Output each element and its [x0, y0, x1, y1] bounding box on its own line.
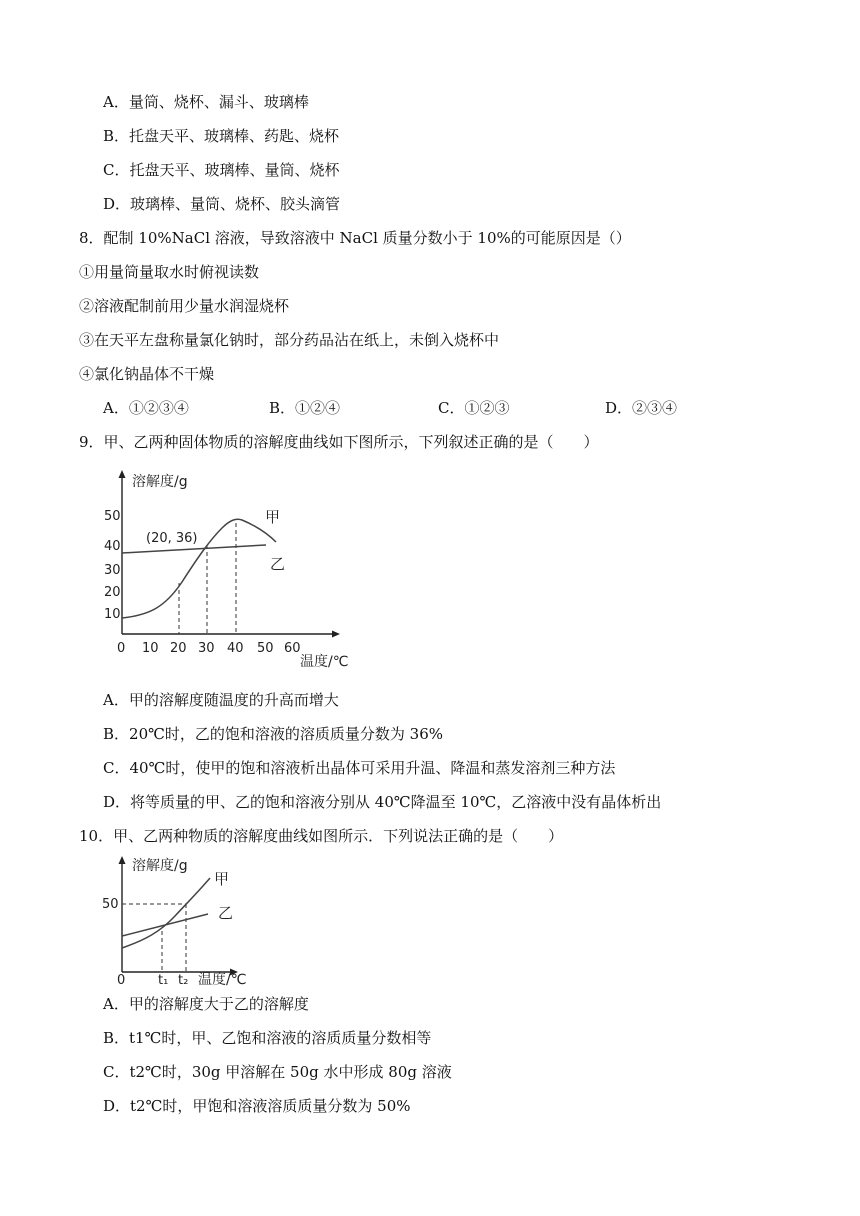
- q9-xtick-10: 10: [142, 641, 159, 656]
- q10-x-label: 温度/℃: [198, 972, 247, 988]
- q9-ytick-50: 50: [104, 509, 121, 524]
- q10-option-c: C．t2℃时，30g 甲溶解在 50g 水中形成 80g 溶液: [103, 1063, 452, 1081]
- q10-y-label: 溶解度/g: [132, 858, 188, 874]
- q7-option-d: D．玻璃棒、量筒、烧杯、胶头滴管: [103, 195, 341, 213]
- q9-xtick-0: 0: [117, 641, 126, 656]
- q8-item-4: ④氯化钠晶体不干燥: [79, 365, 215, 383]
- q10-option-a: A．甲的溶解度大于乙的溶解度: [103, 995, 309, 1013]
- q9-ytick-30: 30: [104, 563, 121, 578]
- q9-ytick-40: 40: [104, 539, 121, 554]
- q9-x-arrow: [332, 631, 340, 638]
- q8-item-2: ②溶液配制前用少量水润湿烧杯: [79, 297, 290, 315]
- q9-y-label: 溶解度/g: [132, 474, 188, 490]
- q9-solubility-chart: [100, 462, 360, 674]
- q9-option-d: D．将等质量的甲、乙的饱和溶液分别从 40℃降温至 10℃，乙溶液中没有晶体析出: [103, 793, 662, 811]
- q8-item-3: ③在天平左盘称量氯化钠时，部分药品沾在纸上，未倒入烧杯中: [79, 331, 500, 349]
- q9-option-b: B．20℃时，乙的饱和溶液的溶质质量分数为 36%: [103, 725, 443, 743]
- q10-tick-t1: t₁: [158, 973, 169, 988]
- q10-solubility-chart: [100, 850, 270, 990]
- q10-option-b: B．t1℃时，甲、乙饱和溶液的溶质质量分数相等: [103, 1029, 432, 1047]
- q9-xtick-60: 60: [284, 641, 301, 656]
- q9-point-label: (20, 36): [146, 531, 198, 546]
- q9-x-label: 温度/℃: [300, 654, 349, 670]
- q10-option-d: D．t2℃时，甲饱和溶液溶质质量分数为 50%: [103, 1097, 411, 1115]
- q8-item-1: ①用量筒量取水时俯视读数: [79, 263, 260, 281]
- q10-curve-jia: [122, 878, 210, 948]
- q8-option-a: A．①②③④: [103, 399, 189, 417]
- q9-y-arrow: [119, 470, 126, 478]
- q8-option-d: D．②③④: [605, 399, 678, 417]
- q10-stem: 10．甲、乙两种物质的溶解度曲线如图所示．下列说法正确的是（ ）: [79, 827, 564, 845]
- q10-series-label-jia: 甲: [214, 870, 230, 888]
- q10-ytick-50: 50: [102, 897, 119, 912]
- q9-option-c: C．40℃时，使甲的饱和溶液析出晶体可采用升温、降温和蒸发溶剂三种方法: [103, 759, 616, 777]
- q9-series-label-jia: 甲: [265, 508, 281, 526]
- q9-curve-yi: [122, 545, 266, 553]
- q8-stem: 8．配制 10%NaCl 溶液，导致溶液中 NaCl 质量分数小于 10%的可能原因是（）: [79, 229, 631, 247]
- q10-curve-yi: [122, 914, 208, 936]
- q9-ytick-10: 10: [104, 607, 121, 622]
- q9-stem: 9．甲、乙两种固体物质的溶解度曲线如下图所示，下列叙述正确的是（ ）: [79, 433, 599, 451]
- q9-option-a: A．甲的溶解度随温度的升高而增大: [103, 691, 339, 709]
- q10-series-label-yi: 乙: [218, 904, 234, 922]
- q7-option-c: C．托盘天平、玻璃棒、量筒、烧杯: [103, 161, 340, 179]
- q10-origin: 0: [117, 973, 126, 988]
- q9-ytick-20: 20: [104, 585, 121, 600]
- q9-series-label-yi: 乙: [270, 555, 286, 573]
- q9-xtick-20: 20: [170, 641, 187, 656]
- q10-y-arrow: [119, 856, 126, 864]
- q9-xtick-50: 50: [257, 641, 274, 656]
- q9-xtick-30: 30: [198, 641, 215, 656]
- q8-option-b: B．①②④: [269, 399, 341, 417]
- q8-option-c: C．①②③: [438, 399, 510, 417]
- q9-xtick-40: 40: [227, 641, 244, 656]
- q10-tick-t2: t₂: [178, 973, 189, 988]
- q7-option-a: A．量筒、烧杯、漏斗、玻璃棒: [103, 93, 309, 111]
- q7-option-b: B．托盘天平、玻璃棒、药匙、烧杯: [103, 127, 340, 145]
